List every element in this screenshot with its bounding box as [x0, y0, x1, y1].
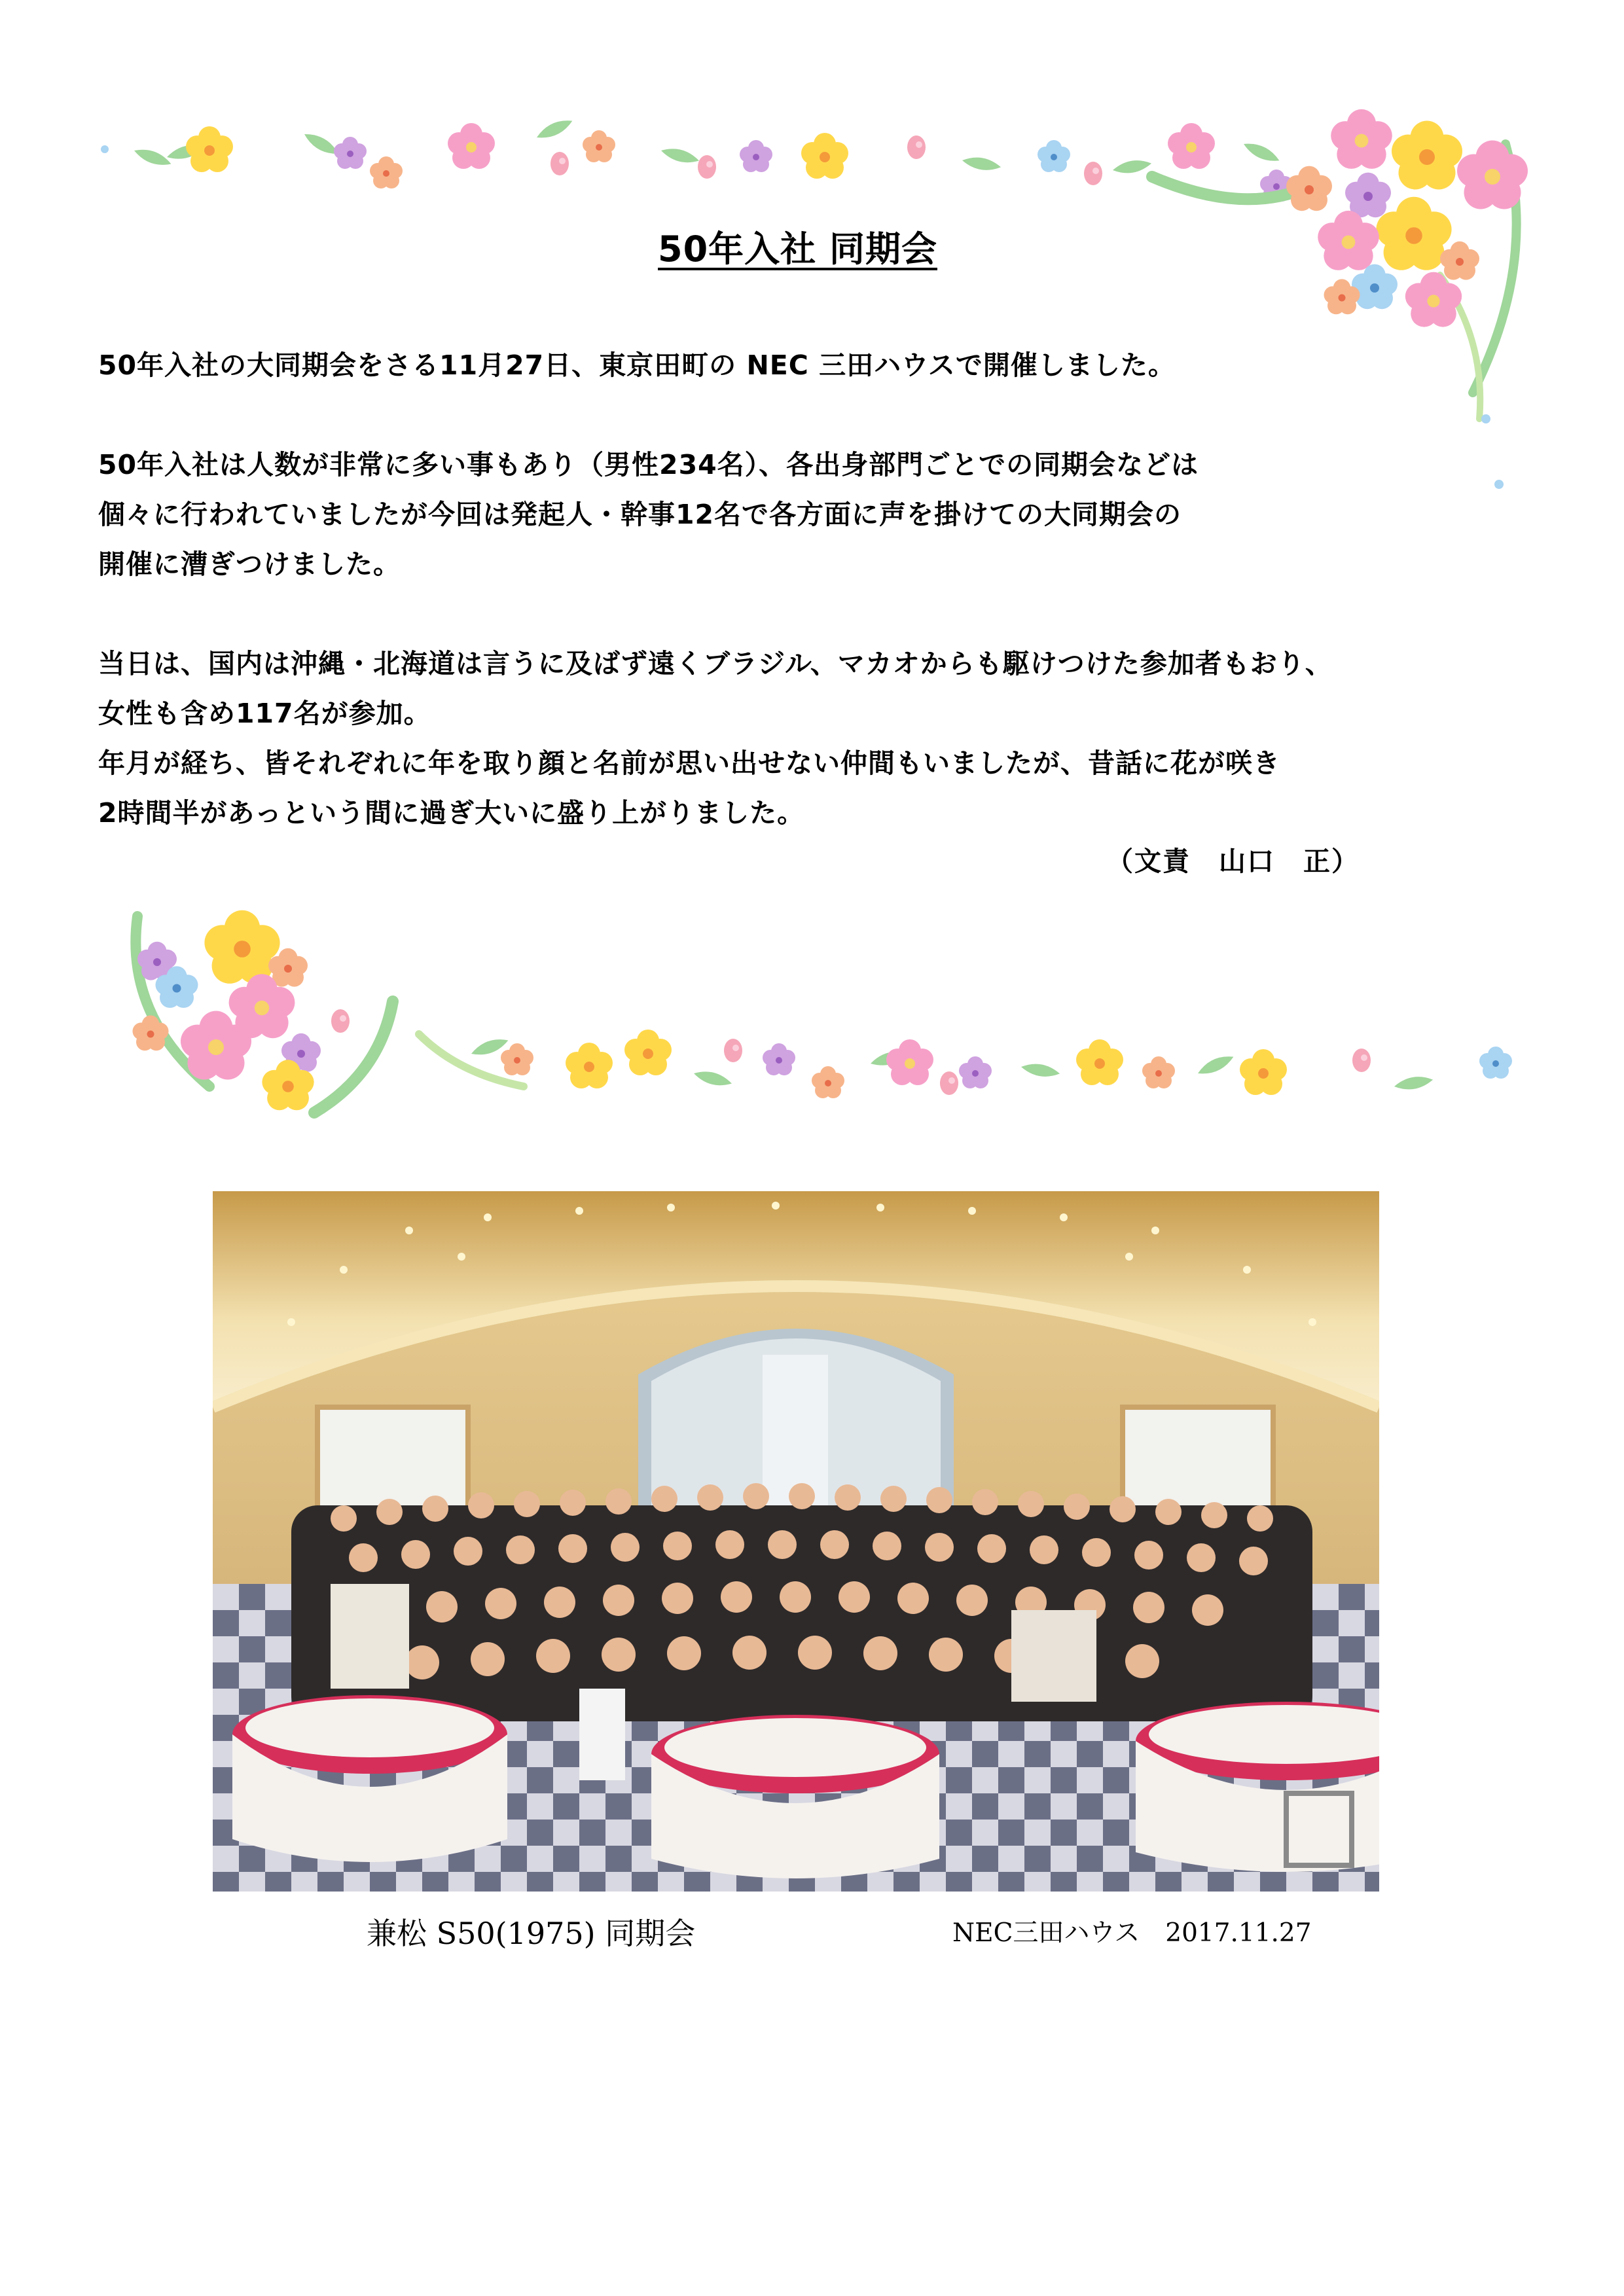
text-line: 2時間半があっという間に過ぎ大いに盛り上がりました。 — [98, 797, 805, 829]
document-body — [98, 340, 1506, 838]
group-photo — [213, 1191, 1379, 1892]
text-line: 50年入社の大同期会をさる11月27日、東京田町の NEC 三田ハウスで開催しました。 — [98, 350, 1176, 381]
text-line: 個々に行われていましたが今回は発起人・幹事12名で各方面に声を掛けての大同期会の — [98, 499, 1182, 530]
text-line: 年月が経ち、皆それぞれに年を取り顔と名前が思い出せない仲間もいましたが、昔話に花が咲き — [98, 747, 1280, 779]
text-line: 50年入社は人数が非常に多い事もあり（男性234名）、各出身部門ごとでの同期会などは — [98, 449, 1199, 480]
paragraph — [98, 340, 1506, 390]
group-photo-illustration — [213, 1191, 1379, 1892]
text-line: 開催に漕ぎつけました。 — [98, 548, 401, 580]
text-line: 女性も含め117名が参加。 — [98, 698, 431, 729]
paragraph — [98, 639, 1506, 838]
author-signature: （文責 山口 正） — [1106, 846, 1360, 877]
photo-location-date: NEC三田ハウス 2017.11.27 — [952, 1918, 1312, 1948]
text-line: 当日は、国内は沖縄・北海道は言うに及ばず遠くブラジル、マカオからも駆けつけた参加者もおり、 — [98, 648, 1333, 679]
photo-caption: 兼松 S50(1975) 同期会 — [367, 1916, 696, 1951]
paragraph — [98, 440, 1506, 589]
document-title: 50年入社 同期会 — [658, 228, 937, 270]
